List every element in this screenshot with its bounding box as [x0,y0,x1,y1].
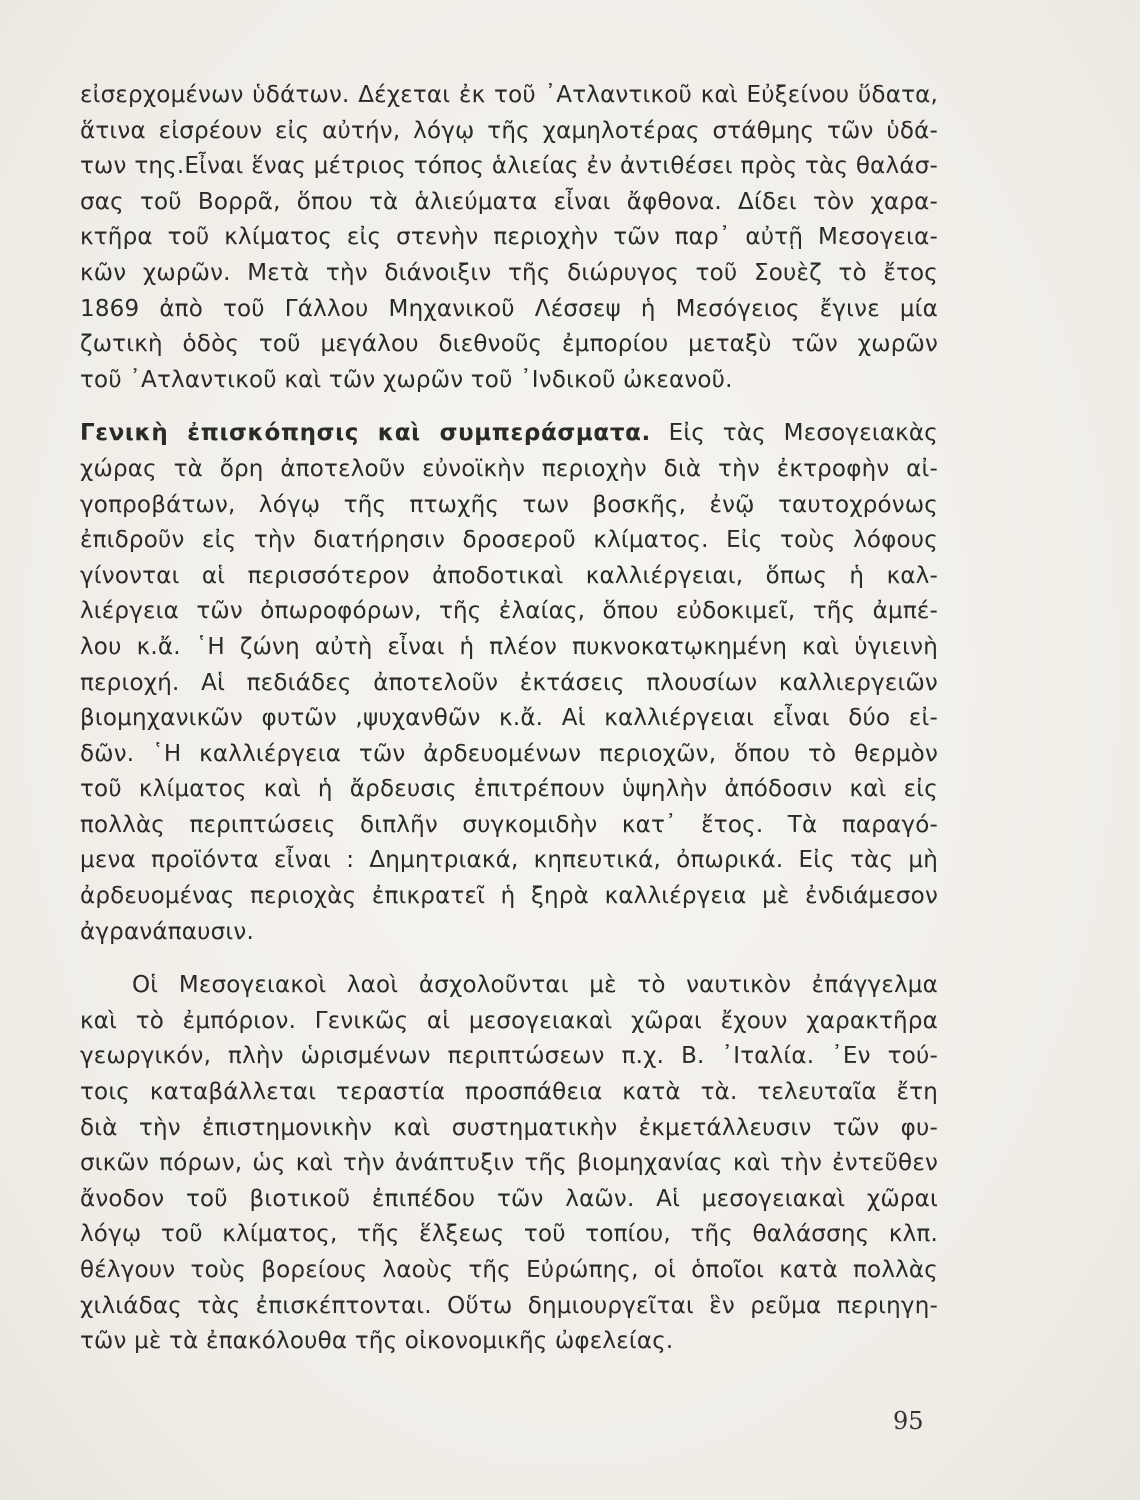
text-line: κτῆρα τοῦ κλίματος εἰς στενὴν περιοχὴν τῶν παρ᾿ αὐτῇ Μεσογεια- [80,224,938,251]
text-line: περιοχή. Αἱ πεδιάδες ἀποτελοῦν ἐκτάσεις πλουσίων καλλιεργειῶν [80,669,938,696]
text-line: γοπροβάτων, λόγῳ τῆς πτωχῆς των βοσκῆς, ἐνῷ ταυτοχρόνως [80,491,938,518]
text-line: τῶν μὲ τὰ ἐπακόλουθα τῆς οἰκονομικῆς ὠφελείας. [80,1328,674,1355]
text-line: τοῦ κλίματος καὶ ἡ ἄρδευσις ἐπιτρέπουν ὑψηλὴν ἀπόδοσιν καὶ εἰς [80,776,938,803]
paragraph-gap [80,398,938,416]
text-line: λιέργεια τῶν ὀπωροφόρων, τῆς ἐλαίας, ὅπου εὐδοκιμεῖ, τῆς ἀμπέ- [80,598,938,625]
text-line: καὶ τὸ ἐμπόριον. Γενικῶς αἱ μεσογειακαὶ χῶραι ἔχουν χαρακτῆρα [80,1007,938,1034]
text-line: ἐπιδροῦν εἰς τὴν διατήρησιν δροσεροῦ κλίματος. Εἰς τοὺς λόφους [80,527,938,554]
page-number: 95 [893,1407,924,1435]
text-line: σικῶν πόρων, ὡς καὶ τὴν ἀνάπτυξιν τῆς βιομηχανίας καὶ τὴν ἐντεῦθεν [80,1150,938,1177]
text-line: γεωργικόν, πλὴν ὡρισμένων περιπτώσεων π.χ. Β. ᾿Ιταλία. ᾿Εν τού- [80,1043,938,1070]
text-line: βιομηχανικῶν φυτῶν ,ψυχανθῶν κ.ἄ. Αἱ καλλιέργειαι εἶναι δύο εἰ- [80,705,938,732]
paragraph-gap [80,950,938,968]
text-line: χώρας τὰ ὄρη ἀποτελοῦν εὐνοϊκὴν περιοχὴν διὰ τὴν ἐκτροφὴν αἰ- [80,455,938,482]
text-line: διὰ τὴν ἐπιστημονικὴν καὶ συστηματικὴν ἐκμετάλλευσιν τῶν φυ- [80,1114,938,1141]
text-line: λόγῳ τοῦ κλίματος, τῆς ἕλξεως τοῦ τοπίου, τῆς θαλάσσης κλπ. [80,1221,938,1248]
body-text [80,78,938,1360]
text-line: λου κ.ἄ. ῾Η ζώνη αὐτὴ εἶναι ἡ πλέον πυκνοκατῳκημένη καὶ ὑγιεινὴ [80,633,938,660]
text-line: ἅτινα εἰσρέουν εἰς αὐτήν, λόγῳ τῆς χαμηλοτέρας στάθμης τῶν ὑδά- [80,117,938,144]
text-line: μενα προϊόντα εἶναι : Δημητριακά, κηπευτικά, ὀπωρικά. Εἰς τὰς μὴ [80,847,938,874]
text-line: ἀρδευομένας περιοχὰς ἐπικρατεῖ ἡ ξηρὰ καλλιέργεια μὲ ἐνδιάμεσον [80,883,938,910]
text-line: χιλιάδας τὰς ἐπισκέπτονται. Οὕτω δημιουργεῖται ἓν ρεῦμα περιηγη- [80,1292,938,1319]
text-line: εἰσερχομένων ὑδάτων. Δέχεται ἐκ τοῦ ᾿Ατλαντικοῦ καὶ Εὐξείνου ὕδατα, [80,82,938,108]
text-line: τοις καταβάλλεται τεραστία προσπάθεια κατὰ τὰ. τελευταῖα ἔτη [80,1079,938,1106]
text-line: τοῦ ᾿Ατλαντικοῦ καὶ τῶν χωρῶν τοῦ ᾿Ινδικοῦ ὠκεανοῦ. [80,366,733,393]
text-line: ζωτικὴ ὁδὸς τοῦ μεγάλου διεθνοῦς ἐμπορίου μεταξὺ τῶν χωρῶν [80,331,938,358]
text-line: γίνονται αἱ περισσότερον ἀποδοτικαὶ καλλιέργειαι, ὅπως ἡ καλ- [80,562,938,589]
text-line: 1869 ἀπὸ τοῦ Γάλλου Μηχανικοῦ Λέσσεψ ἡ Μεσόγειος ἔγινε μία [80,295,938,322]
text-line: ἄνοδον τοῦ βιοτικοῦ ἐπιπέδου τῶν λαῶν. Αἱ μεσογειακαὶ χῶραι [80,1185,938,1212]
text-line: δῶν. ῾Η καλλιέργεια τῶν ἀρδευομένων περιοχῶν, ὅπου τὸ θερμὸν [80,740,938,767]
text-line: κῶν χωρῶν. Μετὰ τὴν διάνοιξιν τῆς διώρυγος τοῦ Σουὲζ τὸ ἔτος [80,259,938,286]
text-line: πολλὰς περιπτώσεις διπλῆν συγκομιδὴν κατ᾿ ἔτος. Τὰ παραγό- [80,811,938,838]
text-line: ἀγρανάπαυσιν. [80,918,254,945]
text-line: Οἱ Μεσογειακοὶ λαοὶ ἀσχολοῦνται μὲ τὸ ναυτικὸν ἐπάγγελμα [132,972,938,999]
text-line: θέλγουν τοὺς βορείους λαοὺς τῆς Εὐρώπης, οἱ ὁποῖοι κατὰ πολλὰς [80,1257,938,1283]
section-heading-line [80,416,938,452]
heading-continuation: Εἰς τὰς Μεσογειακὰς [650,420,938,447]
text-line: των της.Εἶναι ἕνας μέτριος τόπος ἁλιείας ἐν ἀντιθέσει πρὸς τὰς θαλάσ- [80,153,938,180]
text-line: σας τοῦ Βορρᾶ, ὅπου τὰ ἁλιεύματα εἶναι ἄφθονα. Δίδει τὸν χαρα- [80,188,938,215]
section-heading: Γενικὴ ἐπισκόπησις καὶ συμπεράσματα. [80,420,651,447]
